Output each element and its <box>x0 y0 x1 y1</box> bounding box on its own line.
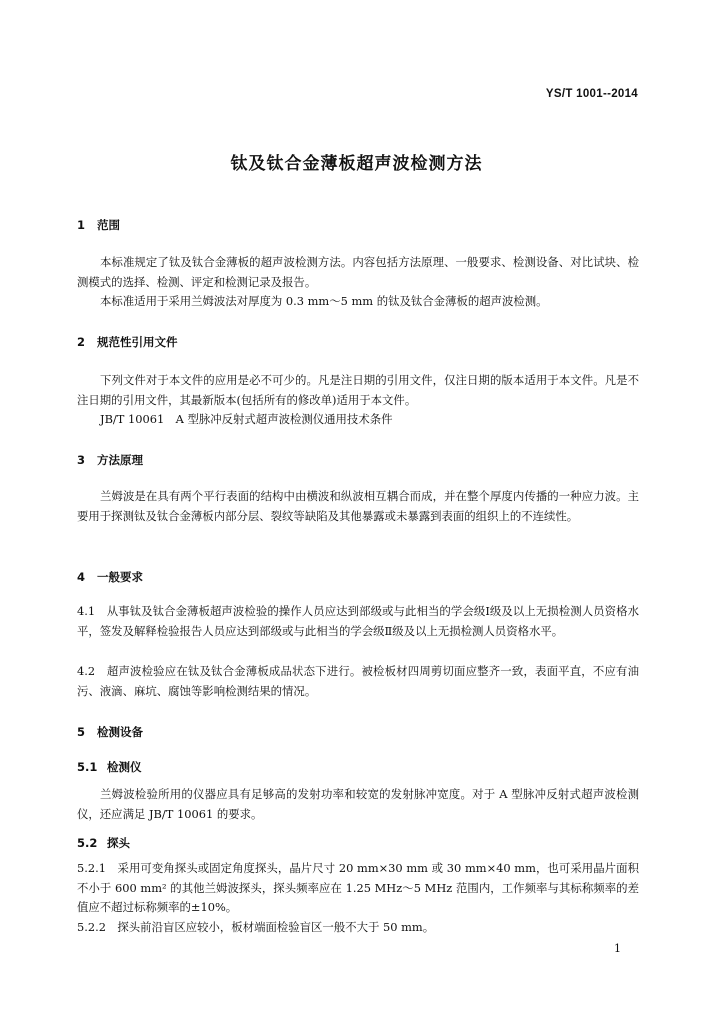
section-number: 3 <box>77 453 86 467</box>
clause-5-2-2 <box>77 918 639 938</box>
clause-5-2-1 <box>77 859 639 918</box>
clause-number: 4.1 <box>77 604 96 618</box>
clause-text: 超声波检验应在钛及钛合金薄板成品状态下进行。被检板材四周剪切面应整齐一致，表面平直，不应有油污、液滴、麻坑、腐蚀等影响检测结果的情况。 <box>77 664 639 698</box>
subsection-title: 探头 <box>107 836 130 850</box>
document-title: 钛及钛合金薄板超声波检测方法 <box>230 154 483 174</box>
section-5-heading <box>77 724 143 740</box>
subsection-5-1-heading <box>77 759 142 775</box>
section-number: 4 <box>77 570 86 584</box>
clause-text: 采用可变角探头或固定角度探头，晶片尺寸 20 mm×30 mm 或 30 mm×40 mm，也可采用晶片面积不小于 600 mm² 的其他兰姆波探头，探头频率应在 1.25 MHz～5 MHz 范围内，工作频率与其标称频率的差值应不超过标称频率的±10%。 <box>77 861 639 914</box>
clause-4-1 <box>77 602 639 641</box>
section-number: 5 <box>77 725 86 739</box>
section-2-heading <box>77 334 178 350</box>
subsection-number: 5.1 <box>77 760 98 774</box>
clause-text: 探头前沿盲区应较小，板材端面检验盲区一般不大于 50 mm。 <box>117 920 435 934</box>
page-number: 1 <box>614 942 621 955</box>
clause-number: 4.2 <box>77 664 96 678</box>
section-number: 1 <box>77 218 86 232</box>
section-title: 方法原理 <box>97 453 143 467</box>
clause-4-2 <box>77 662 639 701</box>
section-3-heading <box>77 452 143 468</box>
section-title: 一般要求 <box>97 570 143 584</box>
section-title: 检测设备 <box>97 725 143 739</box>
section-2-reference: JB/T 10061 A 型脉冲反射式超声波检测仪通用技术条件 <box>100 412 393 426</box>
clause-number: 5.2.1 <box>77 861 106 875</box>
section-3-paragraph-1: 兰姆波是在具有两个平行表面的结构中由横波和纵波相互耦合而成，并在整个厚度内传播的一种应力波。主要用于探测钛及钛合金薄板内部分层、裂纹等缺陷及其他暴露或未暴露到表面的组织上的不连续性。 <box>77 489 639 523</box>
subsection-title: 检测仪 <box>107 760 142 774</box>
section-number: 2 <box>77 335 86 349</box>
section-title: 范围 <box>97 218 120 232</box>
standard-number: YS/T 1001--2014 <box>545 88 638 100</box>
clause-text: 从事钛及钛合金薄板超声波检验的操作人员应达到部级或与此相当的学会级Ⅰ级及以上无损检测人员资格水平，签发及解释检验报告人员应达到部级或与此相当的学会级Ⅱ级及以上无损检测人员资格水平。 <box>77 604 639 638</box>
section-4-heading <box>77 569 143 585</box>
section-title: 规范性引用文件 <box>97 335 178 349</box>
section-1-heading <box>77 217 120 233</box>
subsection-5-2-heading <box>77 835 130 851</box>
section-2-paragraph-1: 下列文件对于本文件的应用是必不可少的。凡是注日期的引用文件，仅注日期的版本适用于本文件。凡是不注日期的引用文件，其最新版本(包括所有的修改单)适用于本文件。 <box>77 373 639 407</box>
subsection-number: 5.2 <box>77 836 98 850</box>
clause-number: 5.2.2 <box>77 920 106 934</box>
section-1-paragraph-2: 本标准适用于采用兰姆波法对厚度为 0.3 mm～5 mm 的钛及钛合金薄板的超声波检测。 <box>100 294 548 308</box>
section-1-paragraph-1: 本标准规定了钛及钛合金薄板的超声波检测方法。内容包括方法原理、一般要求、检测设备、对比试块、检测模式的选择、检测、评定和检测记录及报告。 <box>77 255 639 289</box>
subsection-5-1-paragraph: 兰姆波检验所用的仪器应具有足够高的发射功率和较宽的发射脉冲宽度。对于 A 型脉冲反射式超声波检测仪，还应满足 JB/T 10061 的要求。 <box>77 787 639 821</box>
